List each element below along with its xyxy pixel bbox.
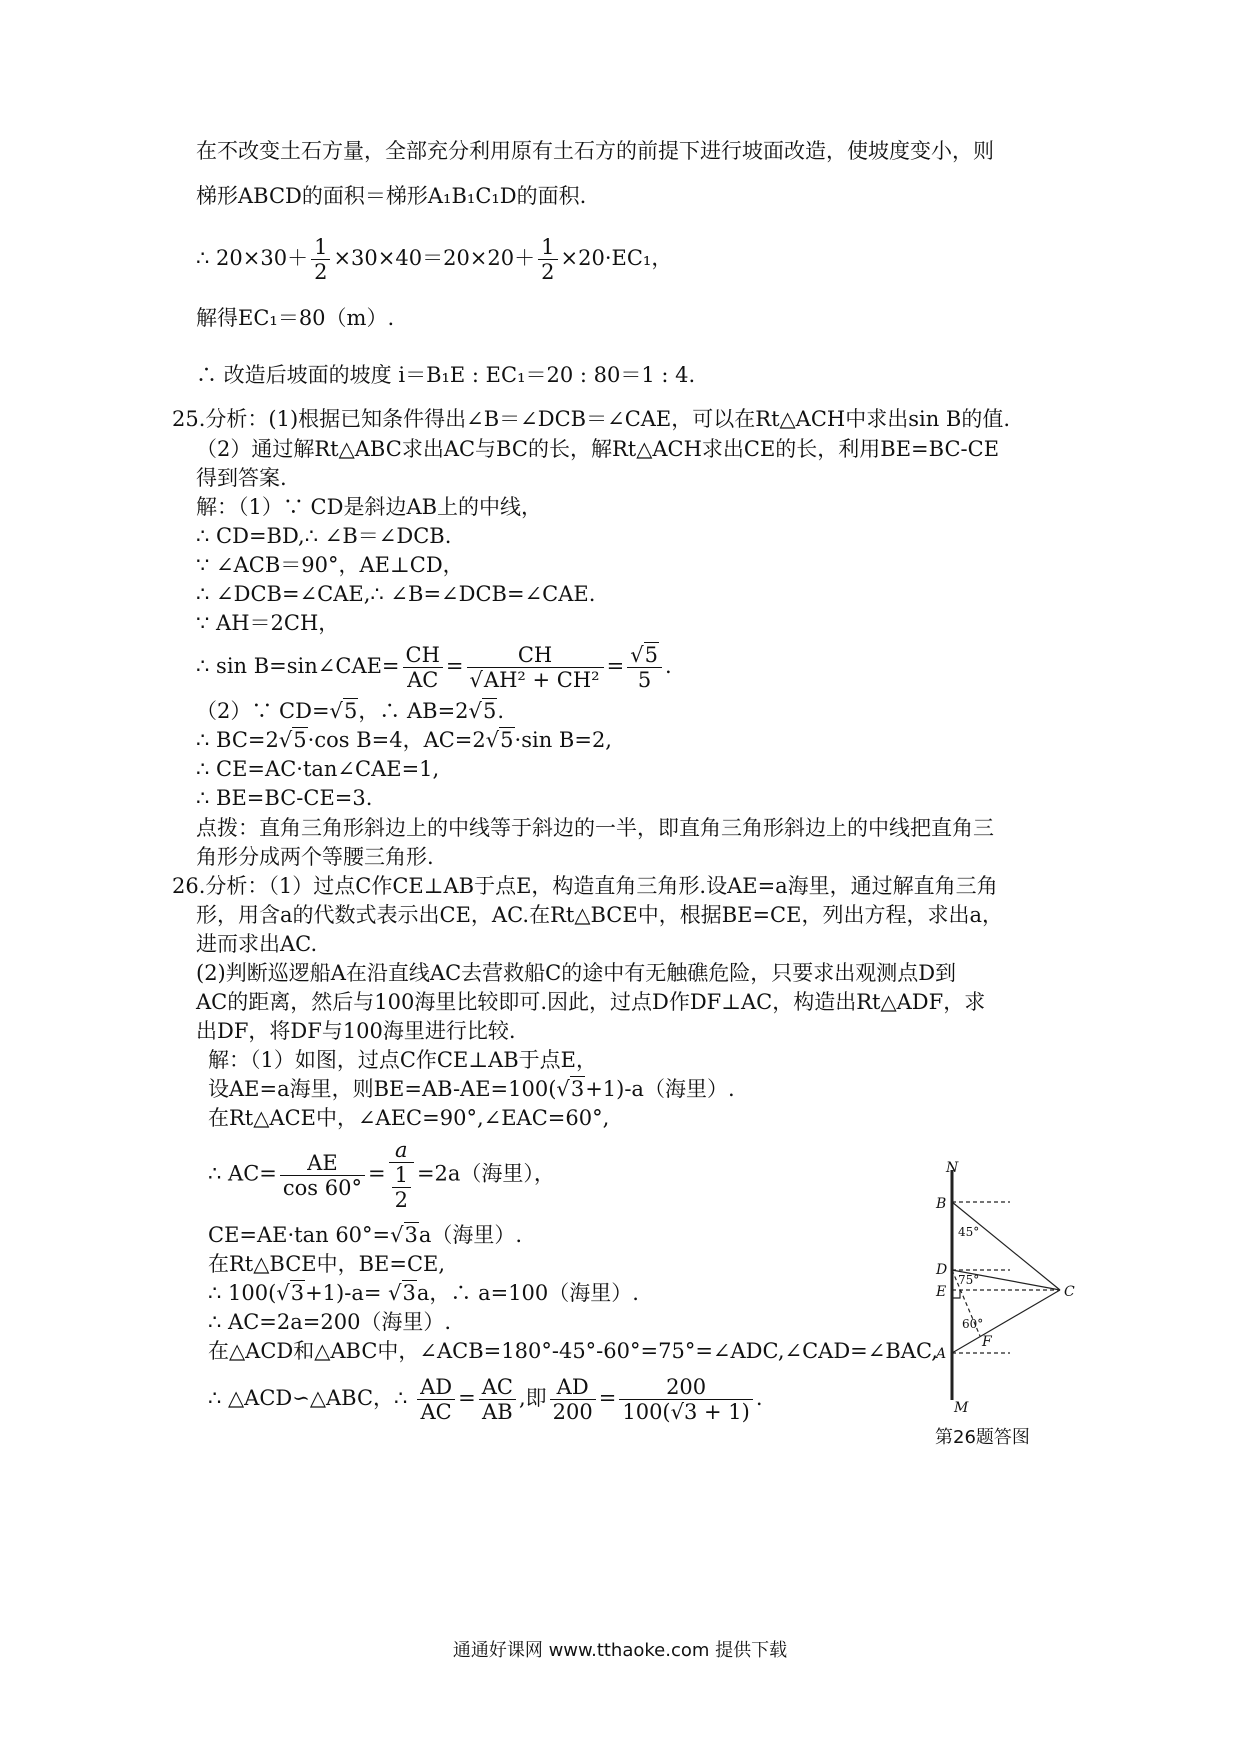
text-line: 解得EC₁＝80（m）. [196, 306, 395, 330]
text-line: ∴ CE=AC·tan∠CAE=1, [196, 757, 440, 781]
fraction: $\frac{CH}{\text{√AH² + CH²}}$ [467, 643, 604, 692]
fraction: $\frac{1}{2}$ [311, 235, 330, 284]
text-line: 解：（1）∵ CD是斜边AB上的中线， [196, 495, 543, 519]
text-line: 在△ACD和△ABC中，∠ACB=180°-45°-60°=75°=∠ADC,∠CAD=∠BAC, [208, 1339, 938, 1363]
text-line: ∴ 改造后坡面的坡度 i＝B₁E : EC₁＝20 : 80＝1 : 4. [196, 363, 696, 387]
text-line: (2)判断巡逻船A在沿直线AC去营救船C的途中有无触礁危险，只要求出观测点D到 [196, 961, 957, 985]
fraction: $\frac{a}{\frac{1}{2}}$ [389, 1138, 414, 1212]
text-line: ∵ ∠ACB＝90°，AE⊥CD， [196, 553, 464, 577]
eq-part: ×20·EC₁， [560, 246, 673, 270]
fraction: $\frac{1}{2}$ [538, 235, 557, 284]
label-e: E [936, 1284, 947, 1300]
label-c: C [1064, 1284, 1075, 1300]
equation-line: ∴ sin B=sin∠CAE= $\frac{CH}{AC}$ = $\frac{CH}{\text{√AH² + CH²}}$ = $\frac{√5}{5}$ . [196, 643, 672, 692]
text-line: 26.分析：（1）过点C作CE⊥AB于点E，构造直角三角形.设AE=a海里，通过解直角三角 [172, 874, 998, 898]
text-line: AC的距离，然后与100海里比较即可.因此，过点D作DF⊥AC，构造出Rt△ADF，求 [196, 990, 986, 1014]
eq-part: ∴ sin B=sin∠CAE= [196, 654, 400, 678]
equation-line: （2）∵ CD=√5，∴ AB=2√5. [196, 699, 504, 723]
text-line: 角形分成两个等腰三角形. [196, 845, 434, 869]
equation-line: CE=AE·tan 60°=√3a（海里）. [208, 1223, 523, 1247]
text-line: 在Rt△ACE中，∠AEC=90°,∠EAC=60°, [208, 1106, 610, 1130]
label-f: F [982, 1334, 992, 1350]
equation-line: ∴ AC= $\frac{AE}{\cos 60^\circ}$ = $\frac{a}{\frac{1}{2}}$ =2a（海里）， [208, 1138, 555, 1212]
fraction: $\frac{√5}{5}$ [627, 643, 662, 692]
text-line: 解：（1）如图，过点C作CE⊥AB于点E， [208, 1048, 598, 1072]
eq-part: ×30×40＝20×20＋ [333, 246, 536, 270]
equation-line: ∴ 100(√3+1)-a= √3a，∴ a=100（海里）. [208, 1281, 639, 1305]
label-60: 60° [962, 1317, 984, 1331]
text-line: （2）通过解Rt△ABC求出AC与BC的长，解Rt△ACH求出CE的长，利用BE=BC-CE [196, 437, 1000, 461]
equation-line [196, 232, 672, 284]
text-line: ∴ AC=2a=200（海里）. [208, 1310, 452, 1334]
eq-part: ∴ 20×30＋ [196, 246, 309, 270]
equation-line: ∴ BC=2√5·cos B=4，AC=2√5·sin B=2, [196, 728, 612, 752]
fraction: $\frac{AD}{AC}$ [417, 1375, 455, 1424]
label-d: D [936, 1262, 948, 1278]
label-n: N [946, 1160, 959, 1176]
text-line: ∴ CD=BD,∴ ∠B＝∠DCB. [196, 524, 452, 548]
text-line: 形，用含a的代数式表示出CE，AC.在Rt△BCE中，根据BE=CE，列出方程，求出a， [196, 903, 1003, 927]
text-line: 进而求出AC. [196, 932, 318, 956]
fraction: $\frac{AC}{AB}$ [479, 1375, 516, 1424]
text-line: 在不改变土石方量，全部充分利用原有土石方的前提下进行坡面改造，使坡度变小，则 [196, 139, 994, 163]
label-a: A [936, 1346, 947, 1362]
label-m: M [954, 1400, 969, 1416]
label-b: B [936, 1196, 947, 1212]
equation-line: 设AE=a海里，则BE=AB-AE=100(√3+1)-a（海里）. [208, 1077, 735, 1101]
text-line: 点拨：直角三角形斜边上的中线等于斜边的一半，即直角三角形斜边上的中线把直角三 [196, 816, 994, 840]
label-75: 75° [958, 1273, 980, 1287]
equation-line: ∴ △ACD∽△ABC，∴ $\frac{AD}{AC}$ = $\frac{AC}{AB}$ ,即 $\frac{AD}{200}$ = $\frac{200}{100(√3 + 1)}$ . [208, 1375, 763, 1424]
label-45: 45° [958, 1225, 980, 1239]
problem-26-figure [936, 1160, 1090, 1416]
text-line: ∵ AH＝2CH， [196, 611, 340, 635]
page-footer: 通通好课网 www.tthaoke.com 提供下载 [452, 1640, 788, 1661]
text-line: 在Rt△BCE中，BE=CE, [208, 1252, 446, 1276]
text-line: 梯形ABCD的面积＝梯形A₁B₁C₁D的面积. [196, 184, 587, 208]
text-line: 得到答案. [196, 466, 287, 490]
figure-caption: 第26题答图 [935, 1427, 1030, 1448]
fraction: $\frac{200}{100(√3 + 1)}$ [619, 1375, 753, 1424]
fraction: $\frac{AD}{200}$ [550, 1375, 596, 1424]
text-line: 25.分析：(1)根据已知条件得出∠B＝∠DCB＝∠CAE，可以在Rt△ACH中求出sin B的值. [172, 407, 1011, 431]
text-line: ∴ ∠DCB=∠CAE,∴ ∠B=∠DCB=∠CAE. [196, 582, 596, 606]
fraction: $\frac{AE}{\cos 60^\circ}$ [280, 1151, 365, 1200]
fraction: $\frac{CH}{AC}$ [403, 643, 443, 692]
text-line: 出DF，将DF与100海里进行比较. [196, 1019, 516, 1043]
text-line: ∴ BE=BC-CE=3. [196, 786, 373, 810]
